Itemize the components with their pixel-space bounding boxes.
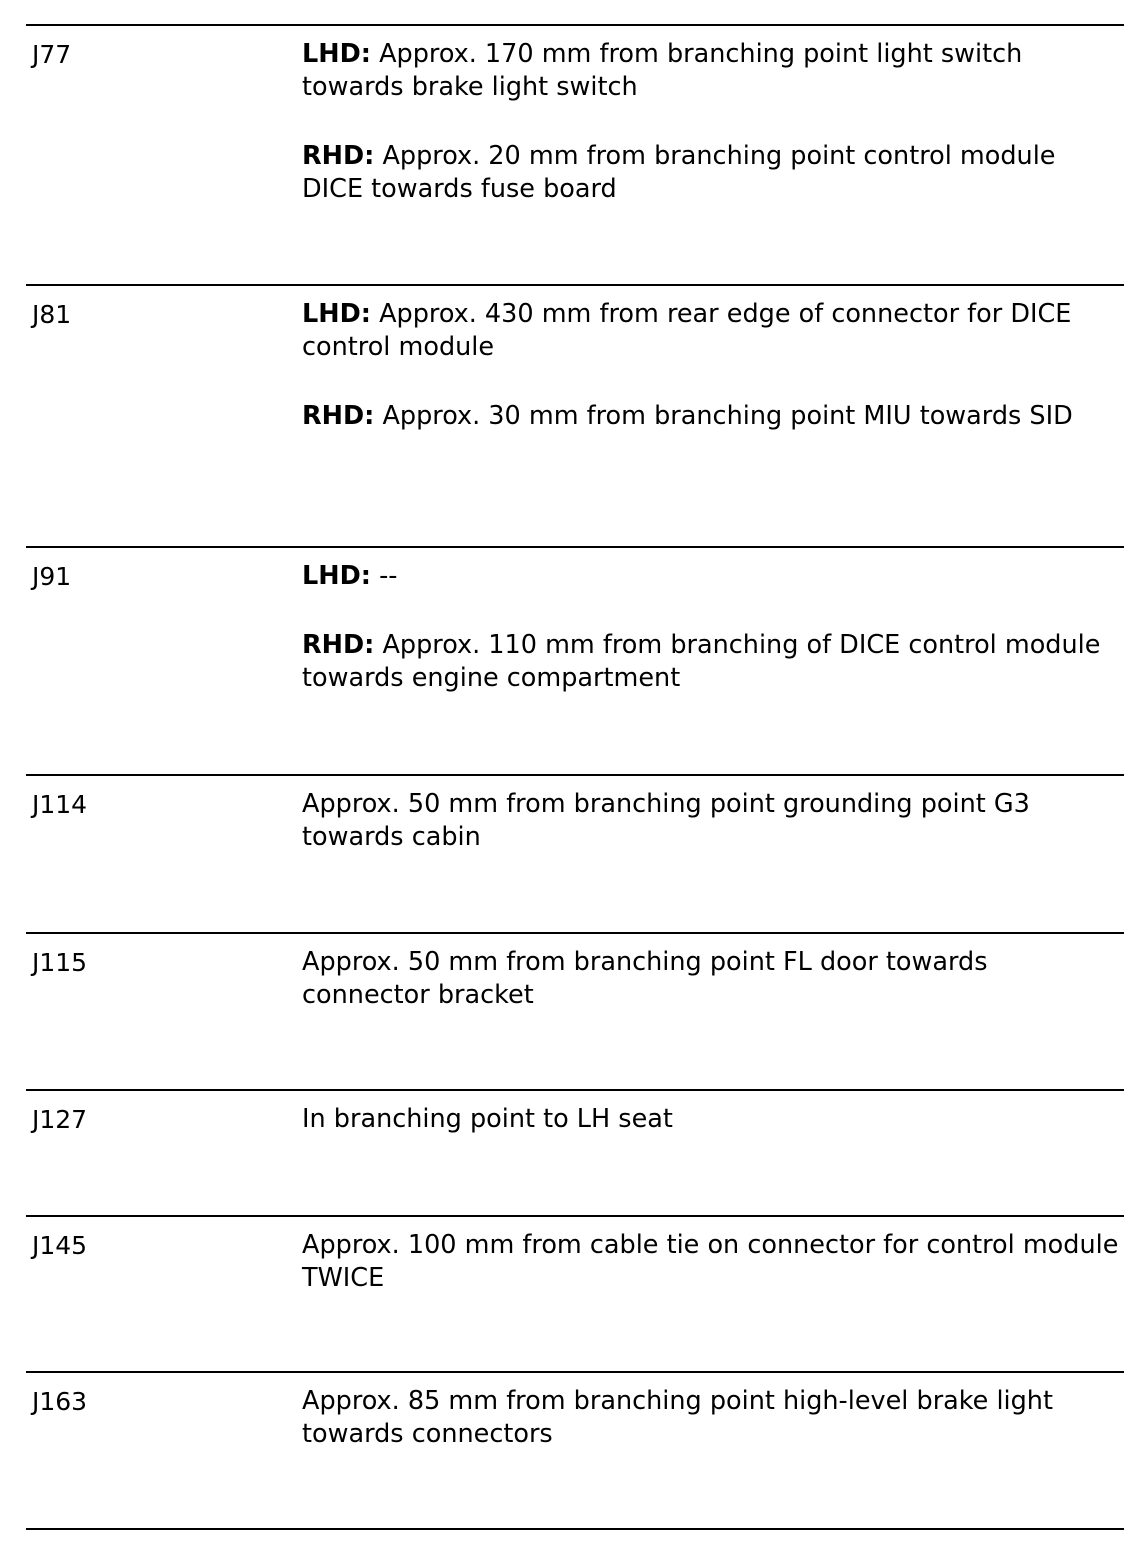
table-bottom-rule [26,1528,1124,1530]
table-row [26,546,1124,693]
table-row [26,1371,1124,1449]
location-description [302,38,1122,206]
location-line [302,298,1122,364]
location-text: Approx. 100 mm from cable tie on connector for control module TWICE [302,1230,1119,1293]
location-description [302,298,1122,433]
location-description [302,946,1122,1012]
junction-code: J77 [32,40,72,69]
location-line [302,400,1122,433]
location-line [302,629,1122,695]
location-description [302,788,1122,854]
location-description [302,1385,1122,1451]
variant-tag: RHD: [302,141,375,171]
table-row [26,1215,1124,1293]
variant-tag: RHD: [302,630,375,660]
junction-code: J115 [32,948,88,977]
location-text: Approx. 170 mm from branching point light switch towards brake light switch [302,39,1023,102]
location-line [302,946,1122,1012]
location-line [302,1103,1122,1136]
location-text: -- [370,561,398,591]
location-line [302,560,1122,593]
location-text: Approx. 50 mm from branching point FL door towards connector bracket [302,947,988,1010]
location-description [302,1229,1122,1295]
location-line [302,788,1122,854]
junction-code: J81 [32,300,72,329]
location-text: Approx. 85 mm from branching point high-level brake light towards connectors [302,1386,1053,1449]
location-text: Approx. 30 mm from branching point MIU towards SID [374,401,1073,431]
location-description [302,1103,1122,1136]
location-line [302,1229,1122,1295]
variant-tag: LHD: [302,39,371,69]
location-line [302,140,1122,206]
variant-tag: RHD: [302,401,375,431]
table-row [26,24,1124,204]
variant-tag: LHD: [302,299,371,329]
location-text: Approx. 20 mm from branching point control module DICE towards fuse board [302,141,1056,204]
location-text: Approx. 50 mm from branching point grounding point G3 towards cabin [302,789,1030,852]
location-description [302,560,1122,695]
junction-code: J91 [32,562,72,591]
junction-code: J127 [32,1105,88,1134]
location-text: Approx. 430 mm from rear edge of connector for DICE control module [302,299,1072,362]
junction-code: J114 [32,790,88,819]
table-row [26,284,1124,431]
table-row [26,932,1124,1010]
location-line [302,1385,1122,1451]
location-text: In branching point to LH seat [302,1104,673,1134]
table-row [26,774,1124,852]
junction-code: J163 [32,1387,88,1416]
junction-code: J145 [32,1231,88,1260]
table-row [26,1089,1124,1134]
location-line [302,38,1122,104]
variant-tag: LHD: [302,561,371,591]
location-text: Approx. 110 mm from branching of DICE control module towards engine compartment [302,630,1101,693]
